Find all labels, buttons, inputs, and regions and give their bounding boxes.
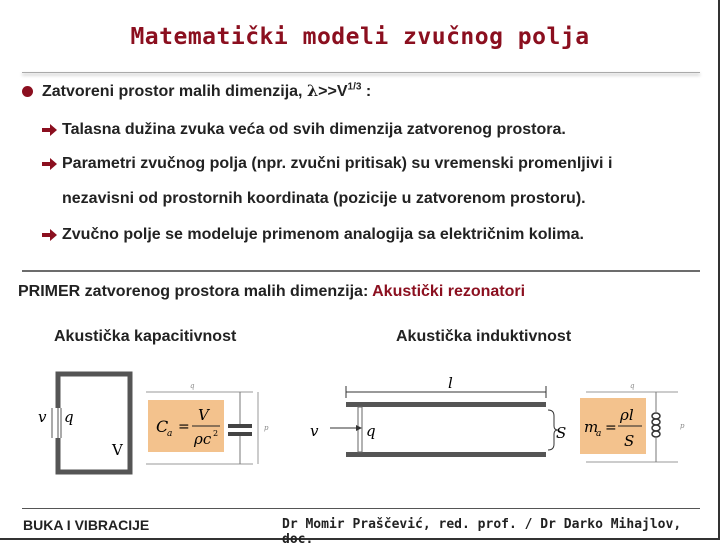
capacitance-diagram bbox=[28, 368, 278, 480]
inductance-label: Akustička induktivnost bbox=[396, 328, 572, 345]
footer-divider bbox=[22, 508, 700, 509]
lambda-symbol: λ bbox=[306, 81, 319, 100]
capacitor-plate bbox=[228, 424, 252, 428]
circuit-pressure-label: p bbox=[680, 422, 685, 430]
length-symbol: l bbox=[448, 374, 453, 392]
formula-denominator: S bbox=[624, 432, 635, 450]
arrow-bullet-icon bbox=[42, 229, 57, 241]
formula-lhs: C bbox=[156, 417, 169, 436]
velocity-symbol: v bbox=[310, 422, 319, 440]
main-bullet-suffix: : bbox=[361, 83, 372, 100]
circuit-flow-label: q bbox=[630, 382, 635, 390]
primer-line bbox=[18, 283, 525, 301]
main-bullet-label: Zatvoreni prostor malih dimenzija, bbox=[42, 83, 307, 100]
flow-symbol: q bbox=[366, 422, 376, 440]
circuit-flow-label: q bbox=[190, 382, 195, 390]
primer-highlight: Akustički rezonatori bbox=[372, 283, 526, 300]
section-divider bbox=[22, 270, 700, 272]
capacitance-label: Akustička kapacitivnost bbox=[54, 328, 237, 345]
circuit-pressure-label: p bbox=[264, 424, 269, 432]
bullet-dot-icon bbox=[22, 86, 33, 97]
formula-sub: a bbox=[167, 429, 173, 439]
relation-text: >>V bbox=[318, 83, 348, 100]
area-symbol: S bbox=[556, 424, 567, 442]
tube-wall bbox=[346, 402, 546, 407]
exponent-text: 1/3 bbox=[347, 81, 362, 93]
volume-symbol: V bbox=[112, 441, 123, 459]
sub-bullet-1: Talasna dužina zvuka veća od svih dimenzija zatvorenog prostora. bbox=[62, 121, 566, 138]
arrow-bullet-icon bbox=[42, 158, 57, 170]
sub-bullet-2-continued: nezavisni od prostornih koordinata (pozicije u zatvorenom prostoru). bbox=[62, 190, 586, 207]
inductance-diagram bbox=[300, 372, 700, 472]
equals-sign: = bbox=[605, 420, 617, 436]
formula-sub: a bbox=[596, 429, 602, 439]
sub-bullet-3: Zvučno polje se modeluje primenom analogija sa električnim kolima. bbox=[62, 226, 584, 243]
footer-course: BUKA I VIBRACIJE bbox=[23, 517, 150, 533]
sub-bullet-2: Parametri zvučnog polja (npr. zvučni pritisak) su vremenski promenljivi i bbox=[62, 155, 613, 172]
equals-sign: = bbox=[178, 419, 190, 435]
arrow-bullet-icon bbox=[42, 124, 57, 136]
slide-title: Matematički modeli zvučnog polja bbox=[130, 24, 590, 50]
formula-numerator: ρl bbox=[620, 406, 634, 424]
formula-lhs: m bbox=[584, 418, 599, 436]
velocity-symbol: v bbox=[38, 408, 47, 426]
capacitor-plate bbox=[228, 432, 252, 436]
formula-denominator: ρc bbox=[194, 430, 212, 448]
inductor-coil-icon bbox=[652, 413, 660, 437]
flow-symbol: q bbox=[64, 408, 74, 426]
formula-exponent: 2 bbox=[213, 429, 219, 438]
primer-prefix: PRIMER zatvorenog prostora malih dimenzija: bbox=[18, 283, 373, 300]
footer-authors: Dr Momir Praščević, red. prof. / Dr Darko Mihajlov, doc. bbox=[282, 517, 682, 547]
main-bullet-text bbox=[42, 81, 371, 101]
title-divider bbox=[22, 72, 700, 73]
formula-numerator: V bbox=[198, 406, 209, 424]
tube-wall bbox=[346, 452, 546, 457]
